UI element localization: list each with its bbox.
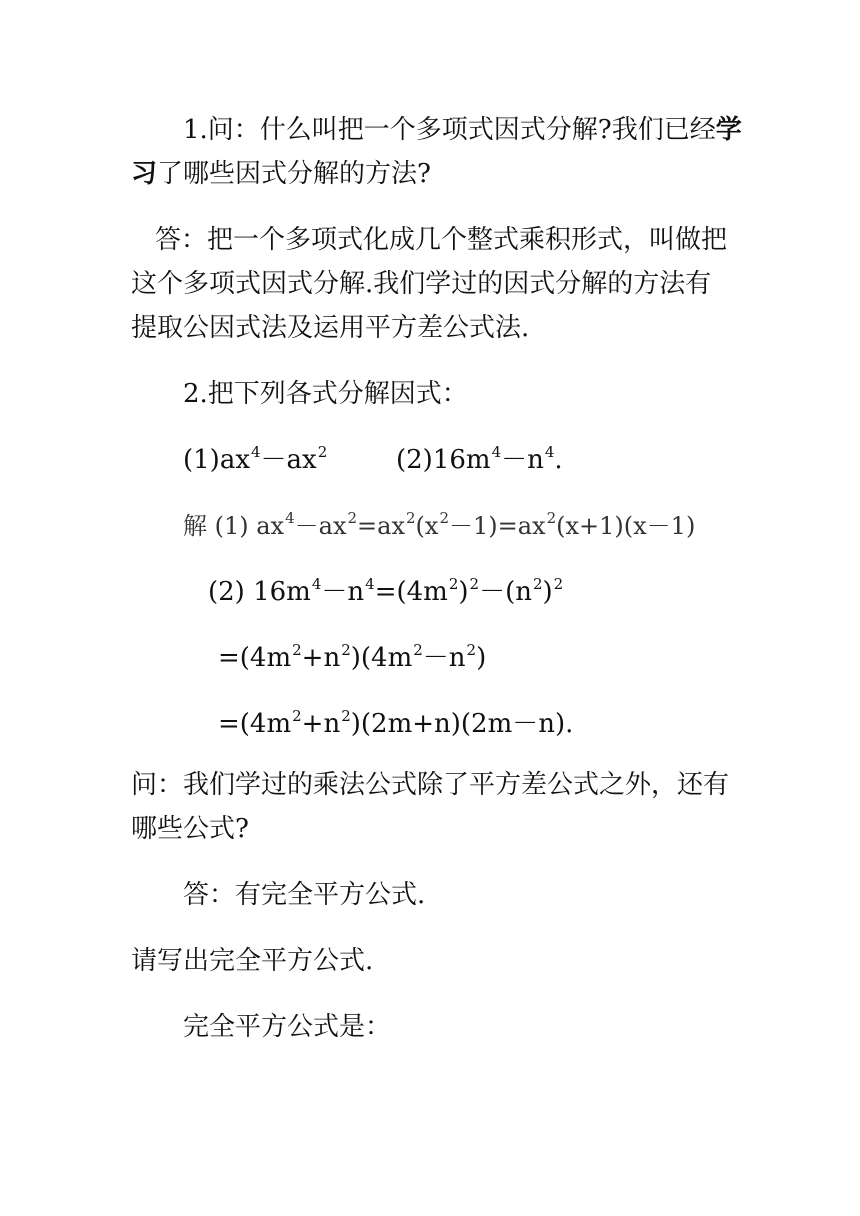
solution-line-2: (2) $16m^4-n^4=(4m^2)^2-(n^2)^2$: [208, 575, 564, 607]
answer-1-line-2: 这个多项式因式分解.我们学过的因式分解的方法有: [131, 269, 712, 299]
question-1-text: 1.问：什么叫把一个多项式因式分解?我们已经: [183, 115, 716, 145]
solution-line-1: 解 (1) $ax^4-ax^2=ax^2(x^2-1)=ax^2(x+1)(x-1)$: [183, 509, 696, 540]
question-1-text-2: 了哪些因式分解的方法?: [157, 159, 431, 189]
question-1-line-1: [183, 114, 742, 146]
prompt-write-formula: 请写出完全平方公式.: [131, 946, 374, 976]
problem-1: $(1)ax^4-ax^2$: [183, 443, 328, 475]
question-1-bold-char-2: 习: [131, 159, 158, 189]
answer-1-line-3: 提取公因式法及运用平方差公式法.: [131, 313, 530, 343]
question-3-line-1: 问：我们学过的乘法公式除了平方差公式之外，还有: [131, 770, 730, 800]
formula-intro: 完全平方公式是：: [183, 1012, 392, 1042]
question-3-line-2: 哪些公式?: [131, 814, 249, 844]
answer-3: 答：有完全平方公式.: [183, 880, 426, 910]
solution-line-3: $=(4m^2+n^2)(4m^2-n^2)$: [218, 641, 487, 673]
answer-1-line-1: 答：把一个多项式化成几个整式乘积形式，叫做把: [155, 225, 728, 255]
question-2-title: 2.把下列各式分解因式：: [183, 379, 468, 409]
problem-2: $(2)16m^4-n^4$.: [396, 443, 563, 475]
solution-line-4: $=(4m^2+n^2)(2m+n)(2m-n)$.: [218, 707, 574, 739]
question-1-line-2: [131, 158, 431, 190]
question-1-bold-char: 学: [715, 115, 742, 145]
